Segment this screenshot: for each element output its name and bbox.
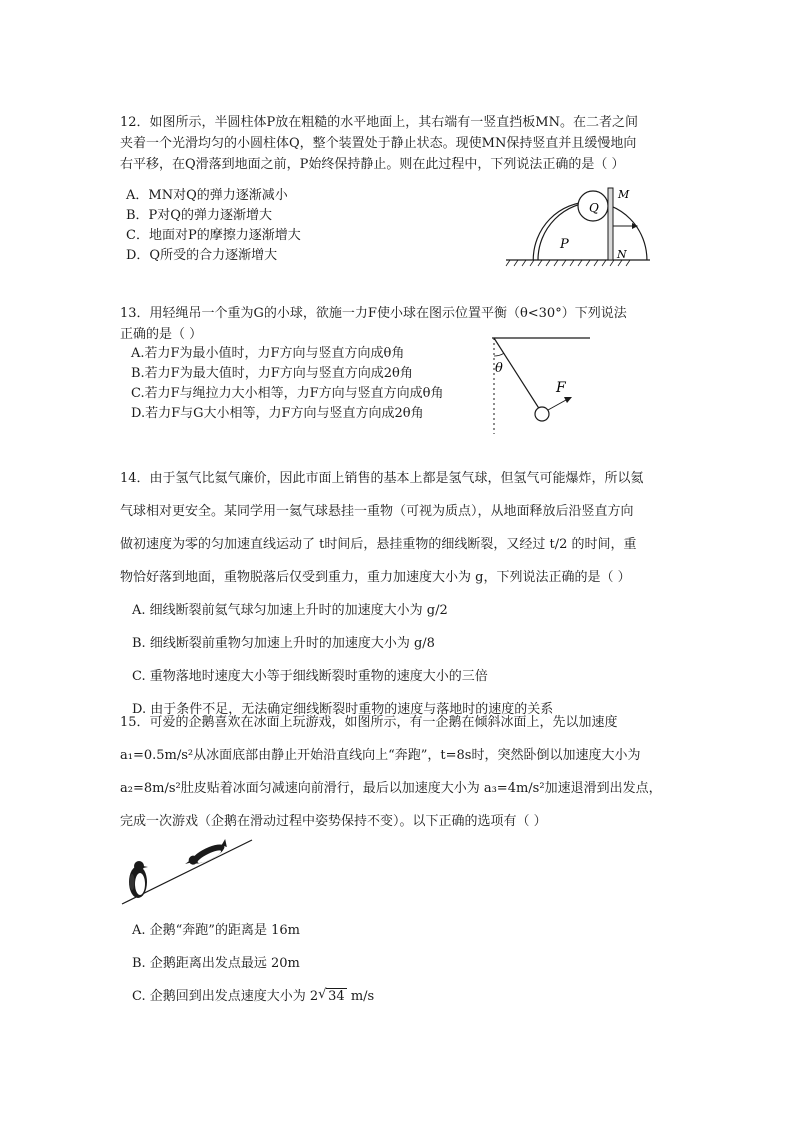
q12-options bbox=[126, 186, 426, 266]
q15-option-c-unit: m/s bbox=[346, 989, 375, 1004]
question-12 bbox=[120, 112, 680, 175]
question-13 bbox=[120, 303, 680, 345]
q14-option-b: B. 细线断裂前重物匀加速上升时的加速度大小为 g/8 bbox=[132, 636, 435, 651]
q12-label-m: M bbox=[618, 188, 630, 201]
q15-option-b: B. 企鹅距离出发点最远 20m bbox=[132, 956, 300, 971]
q15-stem-line-3: a₂=8m/s²肚皮贴着冰面匀减速向前滑行，最后以加速度大小为 a₃=4m/s²加速退滑到出发点， bbox=[120, 781, 662, 796]
q13-option-b: B.若力F为最大值时，力F方向与竖直方向成2θ角 bbox=[131, 366, 413, 381]
q13-stem-line-2: 正确的是（ ） bbox=[120, 327, 203, 342]
q13-option-d: D.若力F与G大小相等，力F方向与竖直方向成2θ角 bbox=[131, 406, 424, 421]
question-14 bbox=[120, 462, 680, 726]
q12-label-p: P bbox=[560, 237, 569, 252]
q12-option-c: C．地面对P的摩擦力逐渐增大 bbox=[126, 228, 301, 243]
q15-stem-line-4: 完成一次游戏（企鹅在滑动过程中姿势保持不变）。以下正确的选项有（ ） bbox=[120, 814, 547, 829]
q14-stem-line-3: 做初速度为零的匀加速直线运动了 t时间后，悬挂重物的细线断裂，又经过 t/2 的时间，重 bbox=[120, 537, 637, 552]
q15-options bbox=[120, 914, 680, 1013]
q15-option-c-radicand: 34 bbox=[328, 989, 345, 1004]
q12-label-n: N bbox=[617, 248, 627, 261]
q12-label-q: Q bbox=[589, 201, 599, 215]
q14-stem-line-2: 气球相对更安全。某同学用一氦气球悬挂一重物（可视为质点），从地面释放后沿竖直方向 bbox=[120, 504, 634, 519]
q12-stem-line-3: 右平移，在Q滑落到地面之前，P始终保持静止。则在此过程中，下列说法正确的是（ ） bbox=[120, 157, 625, 172]
q13-option-c: C.若力F与绳拉力大小相等，力F方向与竖直方向成θ角 bbox=[131, 386, 444, 401]
q15-figure bbox=[118, 834, 258, 910]
q15-stem-line-1: 15．可爱的企鹅喜欢在冰面上玩游戏，如图所示，有一企鹅在倾斜冰面上，先以加速度 bbox=[120, 715, 618, 730]
question-15 bbox=[120, 706, 680, 838]
q15-option-c bbox=[120, 980, 680, 1013]
q14-stem-line-4: 物恰好落到地面，重物脱落后仅受到重力，重力加速度大小为 g，下列说法正确的是（ ） bbox=[120, 570, 631, 585]
q14-stem-line-1: 14．由于氢气比氦气廉价，因此市面上销售的基本上都是氢气球，但氢气可能爆炸，所以氦 bbox=[120, 471, 644, 486]
q14-option-c: C. 重物落地时速度大小等于细线断裂时重物的速度大小的三倍 bbox=[132, 669, 488, 684]
q13-label-theta: θ bbox=[495, 361, 503, 376]
q13-stem-line-1: 13．用轻绳吊一个重为G的小球，欲施一力F使小球在图示位置平衡（θ<30°）下列说法 bbox=[120, 306, 627, 321]
q13-ball bbox=[535, 407, 549, 421]
q13-option-a: A.若力F为最小值时，力F方向与竖直方向成θ角 bbox=[131, 346, 405, 361]
q13-label-f: F bbox=[556, 380, 566, 396]
q12-option-d: D．Q所受的合力逐渐增大 bbox=[126, 248, 278, 263]
q13-figure bbox=[486, 334, 596, 436]
q12-stem-line-1: 12．如图所示，半圆柱体P放在粗糙的水平地面上，其右端有一竖直挡板MN。在二者之间 bbox=[120, 115, 638, 130]
sqrt-symbol: √ 34 bbox=[318, 987, 345, 1004]
q13-options bbox=[131, 344, 491, 424]
q14-option-a: A. 细线断裂前氦气球匀加速上升时的加速度大小为 g/2 bbox=[132, 603, 448, 618]
q12-option-a: A．MN对Q的弹力逐渐减小 bbox=[126, 188, 288, 203]
q12-option-b: B．P对Q的弹力逐渐增大 bbox=[126, 208, 272, 223]
q14-option-d: D. 由于条件不足，无法确定细线断裂时重物的速度与落地时的速度的关系 bbox=[132, 702, 554, 717]
q12-figure bbox=[500, 182, 650, 270]
q15-stem-line-2: a₁=0.5m/s²从冰面底部由静止开始沿直线向上“奔跑”，t=8s时，突然卧倒以加速度大小为 bbox=[120, 748, 641, 763]
q15-option-c-prefix: C. 企鹅回到出发点速度大小为 2 bbox=[132, 989, 319, 1004]
q12-stem-line-2: 夹着一个光滑均匀的小圆柱体Q，整个装置处于静止状态。现使MN保持竖直并且缓慢地向 bbox=[120, 136, 637, 151]
q15-option-a: A. 企鹅“奔跑”的距离是 16m bbox=[132, 923, 300, 938]
